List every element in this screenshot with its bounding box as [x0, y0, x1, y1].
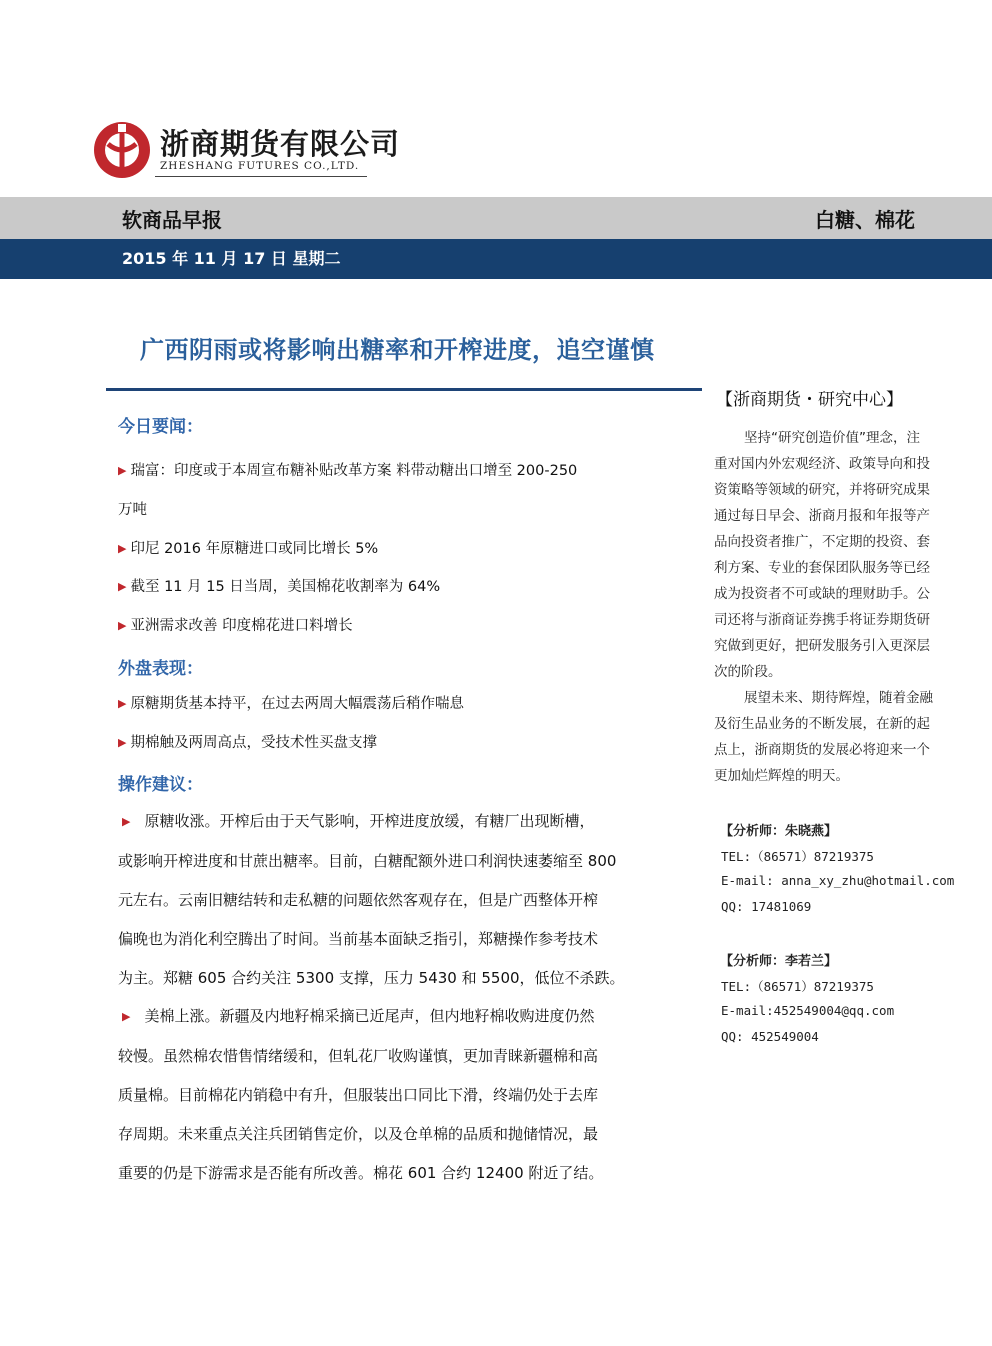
- intro-line: 展望未来、期待辉煌，随着金融: [744, 690, 933, 706]
- news-item: [118, 530, 378, 569]
- bullet-arrow-icon: ▶: [118, 580, 127, 593]
- analyst-heading: 【分析师：李若兰】: [720, 954, 838, 969]
- advice-line: 质量棉。目前棉花内销稳中有升，但服装出口同比下滑，终端仍处于去库: [118, 1086, 599, 1104]
- advice-line: 存周期。未来重点关注兵团销售定价，以及仓单棉的品质和抛储情况，最: [118, 1125, 599, 1143]
- company-logo-icon: [92, 120, 152, 180]
- news-item-text: 瑞富：印度或于本周宣布糖补贴改革方案 料带动糖出口增至 200-250: [130, 463, 578, 479]
- intro-line: 成为投资者不可或缺的理财助手。公: [714, 586, 930, 602]
- advice-line: 为主。郑糖 605 合约关注 5300 支撑，压力 5430 和 5500，低位不杀跌。: [118, 969, 625, 987]
- advice-line: 偏晚也为消化利空腾出了时间。当前基本面缺乏指引，郑糖操作参考技术: [118, 930, 599, 948]
- section-title-today-news: 今日要闻：: [118, 417, 203, 437]
- company-name-en: ZHESHANG FUTURES CO.,LTD.: [160, 160, 360, 172]
- bullet-arrow-icon: ▶: [122, 1010, 131, 1023]
- analyst-tel: TEL:（86571）87219375: [721, 979, 874, 994]
- advice-line: 较慢。虽然棉农惜售情绪缓和，但轧花厂收购谨慎，更加青睐新疆棉和高: [118, 1047, 599, 1065]
- section-title-external: 外盘表现：: [118, 659, 203, 679]
- intro-line: 更加灿烂辉煌的明天。: [714, 768, 849, 784]
- research-center-title: 【浙商期货・研究中心】: [716, 390, 903, 410]
- page-title: 广西阴雨或将影响出糖率和开榨进度，追空谨慎: [140, 336, 655, 364]
- advice-line: ▶ 美棉上涨。新疆及内地籽棉采摘已近尾声，但内地籽棉收购进度仍然: [118, 997, 684, 1037]
- news-item-text: 亚洲需求改善 印度棉花进口料增长: [130, 618, 353, 634]
- analyst-qq: QQ: 452549004: [721, 1029, 819, 1044]
- bullet-arrow-icon: ▶: [118, 736, 127, 749]
- news-item: [118, 607, 353, 646]
- news-item-text: 截至 11 月 15 日当周，美国棉花收割率为 64%: [130, 579, 441, 595]
- intro-paragraph: [714, 685, 962, 789]
- logo-divider: [155, 176, 367, 177]
- advice-line: 或影响开榨进度和甘蔗出糖率。目前，白糖配额外进口利润快速萎缩至 800: [118, 852, 617, 870]
- intro-line: 点上，浙商期货的发展必将迎来一个: [714, 742, 930, 758]
- intro-line: 通过每日早会、浙商月报和年报等产: [714, 508, 930, 524]
- external-item: [118, 685, 464, 724]
- external-item: [118, 724, 377, 763]
- intro-line: 利方案、专业的套保团队服务等已经: [714, 560, 930, 576]
- title-divider: [106, 388, 702, 391]
- bullet-arrow-icon: ▶: [118, 464, 127, 477]
- bullet-arrow-icon: ▶: [118, 697, 127, 710]
- intro-paragraph: [714, 425, 962, 685]
- analyst-email[interactable]: E-mail:452549004@qq.com: [721, 1003, 895, 1018]
- intro-line: 司还将与浙商证券携手将证券期货研: [714, 612, 930, 628]
- report-date: 2015 年 11 月 17 日 星期二: [122, 249, 341, 268]
- analyst-heading: 【分析师：朱晓燕】: [720, 824, 838, 839]
- report-type: 软商品早报: [122, 208, 222, 232]
- external-item-text: 原糖期货基本持平，在过去两周大幅震荡后稍作喘息: [130, 696, 464, 712]
- advice-line: 元左右。云南旧糖结转和走私糖的问题依然客观存在，但是广西整体开榨: [118, 891, 599, 909]
- intro-line: 品向投资者推广，不定期的投资、套: [714, 534, 930, 550]
- advice-paragraph-cotton: [118, 997, 684, 1193]
- external-item-text: 期棉触及两周高点，受技术性买盘支撑: [130, 735, 377, 751]
- analyst-tel: TEL:（86571）87219375: [721, 849, 874, 864]
- section-title-advice: 操作建议：: [118, 775, 203, 795]
- analyst-qq: QQ: 17481069: [721, 899, 812, 914]
- intro-line: 重对国内外宏观经济、政策导向和投: [714, 456, 930, 472]
- news-item-text-cont: 万吨: [118, 502, 147, 518]
- intro-line: 次的阶段。: [714, 664, 782, 680]
- analyst-email[interactable]: E-mail: anna_xy_zhu@hotmail.com: [721, 873, 955, 888]
- advice-line: ▶ 原糖收涨。开榨后由于天气影响，开榨进度放缓，有糖厂出现断槽，: [118, 802, 684, 842]
- intro-line: 资策略等领域的研究，并将研究成果: [714, 482, 930, 498]
- intro-line: 究做到更好，把研发服务引入更深层: [714, 638, 930, 654]
- report-topic: 白糖、棉花: [815, 208, 915, 232]
- bullet-arrow-icon: ▶: [118, 542, 127, 555]
- advice-paragraph-sugar: [118, 802, 684, 998]
- news-item: [118, 452, 577, 530]
- advice-line: 重要的仍是下游需求是否能有所改善。棉花 601 合约 12400 附近了结。: [118, 1164, 604, 1182]
- intro-line: 及衍生品业务的不断发展，在新的起: [714, 716, 930, 732]
- bullet-arrow-icon: ▶: [122, 815, 131, 828]
- news-item: [118, 568, 440, 607]
- news-item-text: 印尼 2016 年原糖进口或同比增长 5%: [130, 541, 379, 557]
- bullet-arrow-icon: ▶: [118, 619, 127, 632]
- company-name-cn: 浙商期货有限公司: [160, 127, 401, 161]
- intro-line: 坚持“研究创造价值”理念，注: [744, 430, 920, 446]
